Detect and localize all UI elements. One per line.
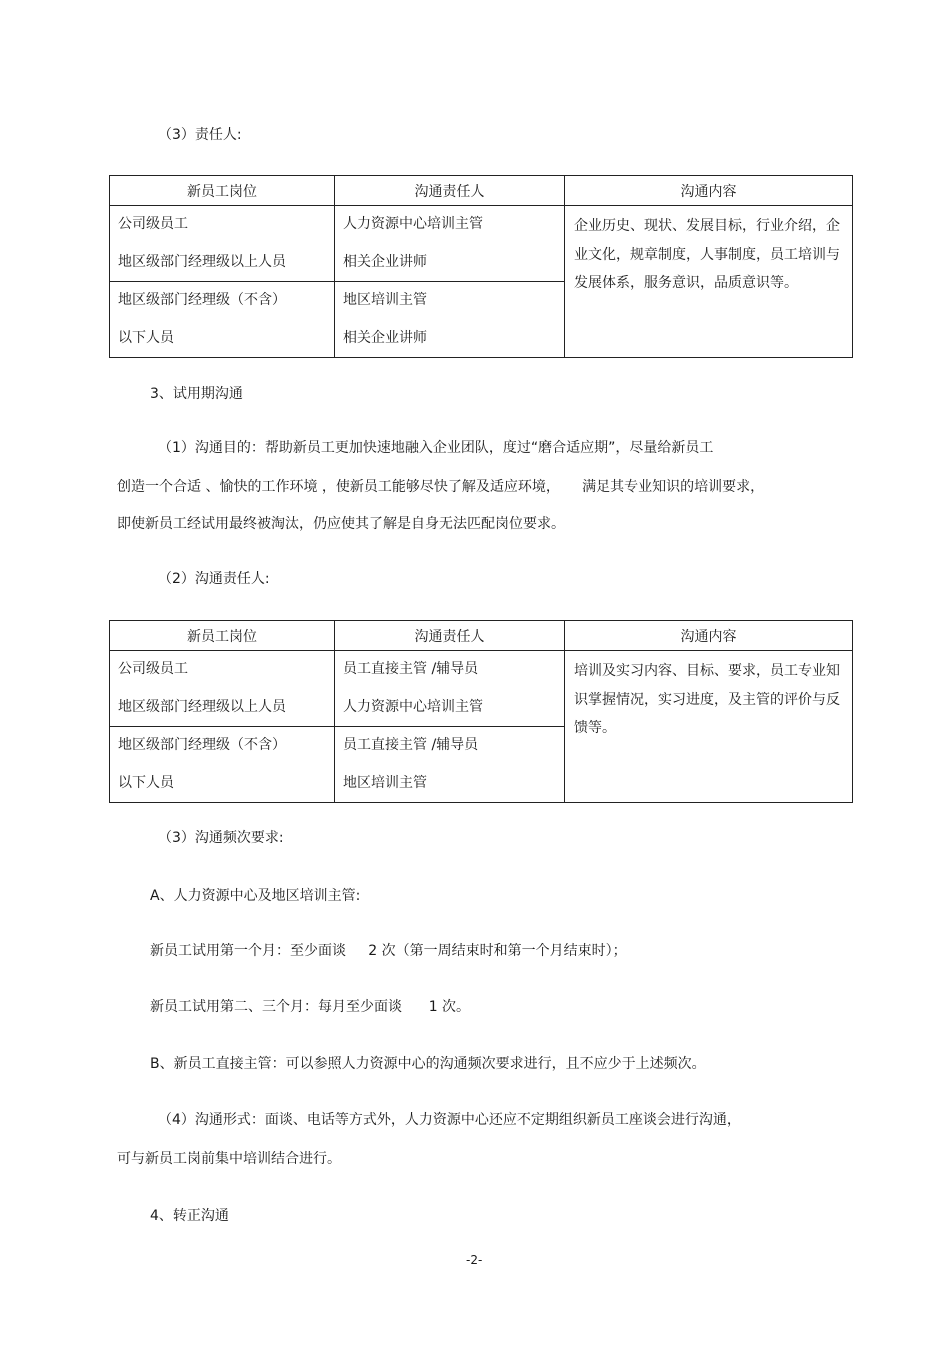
owner-cell: 地区培训主管: [343, 774, 427, 791]
page-number: -2-: [466, 1253, 483, 1267]
owner-cell: 相关企业讲师: [343, 253, 427, 270]
position-cell: 公司级员工: [118, 661, 188, 677]
paragraph-line: （4）沟通形式：面谈、电话等方式外，人力资源中心还应不定期组织新员工座谈会进行沟通，: [158, 1112, 741, 1128]
owner-cell: 人力资源中心培训主管: [343, 698, 483, 715]
responsibility-table-2: [109, 620, 853, 803]
position-cell: 地区级部门经理级（不含）: [118, 737, 286, 753]
section-heading: （2）沟通责任人:: [158, 571, 270, 587]
col-header-content: 沟通内容: [565, 176, 853, 206]
table-row: [110, 651, 853, 727]
owner-cell: 员工直接主管 /辅导员: [343, 737, 479, 753]
content-cell: 培训及实习内容、目标、要求，员工专业知识掌握情况，实习进度，及主管的评价与反馈等。: [574, 663, 840, 736]
responsibility-table-1: [109, 175, 853, 358]
col-header-position: 新员工岗位: [110, 176, 335, 206]
paragraph-line: 即使新员工经试用最终被淘汰，仍应使其了解是自身无法匹配岗位要求。: [117, 516, 565, 532]
frequency-item: 新员工试用第二、三个月：每月至少面谈 1 次。: [150, 999, 471, 1015]
paragraph-line: 创造一个合适 、愉快的工作环境 ，使新员工能够尽快了解及适应环境， 满足其专业知识的培训要求，: [117, 479, 765, 495]
content-cell: 企业历史、现状、发展目标，行业介绍，企业文化，规章制度，人事制度，员工培训与发展体系，服务意识，品质意识等。: [574, 218, 840, 291]
position-cell: 公司级员工: [118, 216, 188, 232]
frequency-item: 新员工试用第一个月：至少面谈 2 次（第一周结束时和第一个月结束时）；: [150, 943, 627, 959]
frequency-item: B、新员工直接主管：可以参照人力资源中心的沟通频次要求进行，且不应少于上述频次。: [150, 1056, 706, 1072]
owner-cell: 相关企业讲师: [343, 329, 427, 346]
paragraph-line: 可与新员工岗前集中培训结合进行。: [117, 1151, 341, 1167]
position-cell: 以下人员: [118, 329, 174, 346]
col-header-position: 新员工岗位: [110, 621, 335, 651]
position-cell: 地区级部门经理级以上人员: [118, 698, 286, 715]
position-cell: 地区级部门经理级以上人员: [118, 253, 286, 270]
section-heading: （3）责任人:: [158, 127, 242, 143]
col-header-owner: 沟通责任人: [335, 176, 565, 206]
frequency-item: A、人力资源中心及地区培训主管:: [150, 888, 361, 904]
owner-cell: 员工直接主管 /辅导员: [343, 661, 479, 677]
trial-heading: 3、试用期沟通: [150, 386, 243, 402]
confirm-heading: 4、转正沟通: [150, 1208, 229, 1224]
position-cell: 地区级部门经理级（不含）: [118, 292, 286, 308]
position-cell: 以下人员: [118, 774, 174, 791]
col-header-owner: 沟通责任人: [335, 621, 565, 651]
section-heading: （3）沟通频次要求:: [158, 830, 284, 846]
table-row: [110, 206, 853, 282]
owner-cell: 人力资源中心培训主管: [343, 216, 483, 232]
owner-cell: 地区培训主管: [343, 292, 427, 308]
paragraph-line: （1）沟通目的：帮助新员工更加快速地融入企业团队，度过“磨合适应期”，尽量给新员工: [158, 440, 714, 456]
col-header-content: 沟通内容: [565, 621, 853, 651]
